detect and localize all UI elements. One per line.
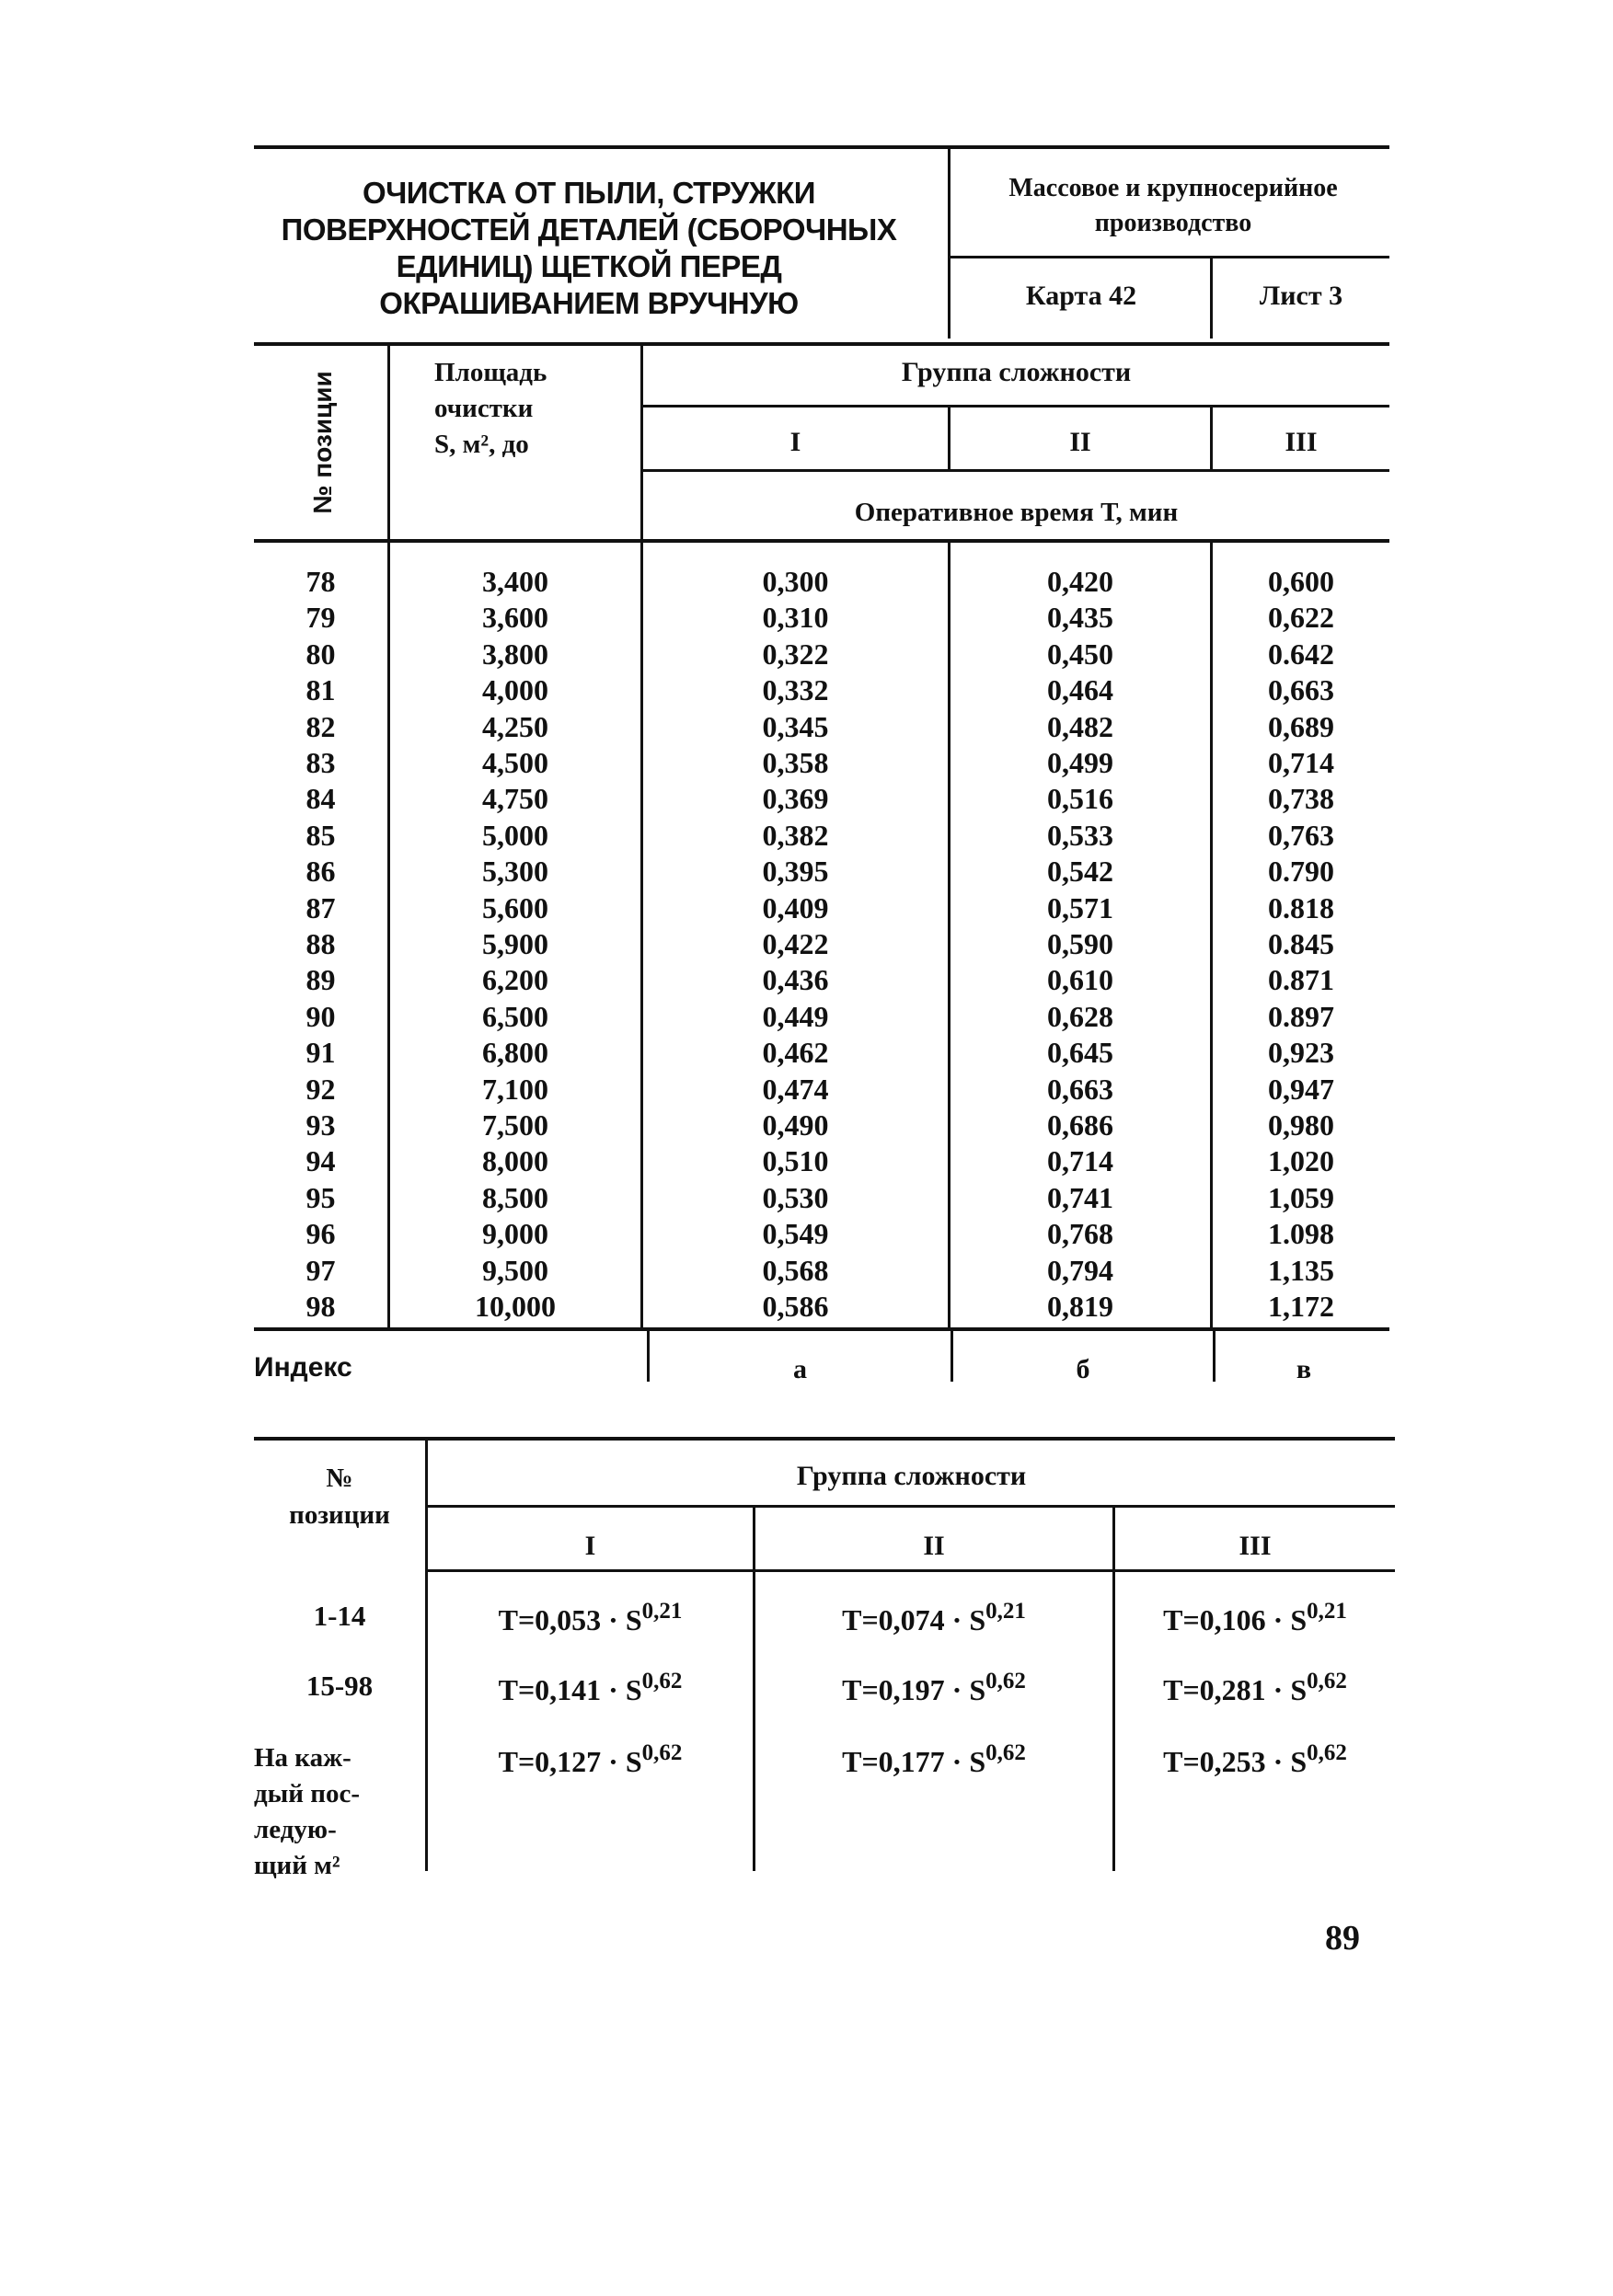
area-header xyxy=(390,355,640,463)
row-time: 0,645 xyxy=(1047,1036,1113,1070)
table1-top-rule xyxy=(254,342,1389,346)
table2-pos-1-14: 1-14 xyxy=(313,1600,366,1632)
row-position: 86 xyxy=(305,855,336,889)
row-time: 0,516 xyxy=(1047,782,1113,816)
header-mid-rule xyxy=(948,256,1389,258)
formula-exponent: 0,62 xyxy=(641,1669,683,1693)
row-position: 96 xyxy=(305,1217,336,1251)
row-area: 6,500 xyxy=(482,999,548,1033)
row-time: 0,420 xyxy=(1047,565,1113,598)
row-time: 0,738 xyxy=(1268,782,1334,816)
formula-cell xyxy=(428,1599,753,1637)
row-time: 0,571 xyxy=(1047,890,1113,924)
row-time: 0,542 xyxy=(1047,855,1113,889)
formula-cell xyxy=(428,1740,753,1779)
row-position: 79 xyxy=(305,601,336,635)
table-row xyxy=(254,1108,1389,1143)
table1-bottom-rule xyxy=(254,1327,1389,1331)
header-divider xyxy=(948,145,951,339)
row-time: 0,382 xyxy=(762,818,829,852)
row-time: 0,689 xyxy=(1268,709,1334,743)
table2-position-header xyxy=(254,1460,425,1533)
row-position: 78 xyxy=(305,565,336,598)
table-row xyxy=(254,1289,1389,1325)
table2-group-iii: III xyxy=(1239,1531,1272,1561)
row-area: 3,800 xyxy=(482,637,548,671)
top-rule xyxy=(254,145,1389,149)
title-line: ОКРАШИВАНИЕМ ВРУЧНУЮ xyxy=(379,286,799,320)
formula-base: Т=0,074 · S xyxy=(842,1603,986,1636)
row-time: 1,135 xyxy=(1268,1253,1334,1287)
row-area: 4,750 xyxy=(482,782,548,816)
title-line: ПОВЕРХНОСТЕЙ ДЕТАЛЕЙ (СБОРОЧНЫХ xyxy=(281,212,897,247)
table2-group-header: Группа сложности xyxy=(796,1461,1027,1491)
table-row xyxy=(254,564,1389,600)
row-area: 4,250 xyxy=(482,709,548,743)
row-position: 80 xyxy=(305,637,336,671)
row-time: 0,369 xyxy=(762,782,829,816)
row-time: 0,600 xyxy=(1268,565,1334,598)
formula-cell xyxy=(755,1669,1112,1707)
row-time: 0,714 xyxy=(1047,1144,1113,1178)
time-header: Оперативное время Т, мин xyxy=(854,498,1179,527)
table-row xyxy=(254,1180,1389,1216)
row-time: 0,450 xyxy=(1047,637,1113,671)
formula-exponent: 0,21 xyxy=(985,1599,1026,1624)
row-area: 8,000 xyxy=(482,1144,548,1178)
formula-cell xyxy=(755,1740,1112,1779)
row-area: 10,000 xyxy=(475,1290,556,1323)
formula-exponent: 0,21 xyxy=(1307,1599,1347,1624)
table-row xyxy=(254,600,1389,636)
row-time: 1,059 xyxy=(1268,1180,1334,1214)
row-position: 85 xyxy=(305,818,336,852)
page-number: 89 xyxy=(1325,1919,1360,1957)
row-time: 1,172 xyxy=(1268,1290,1334,1323)
table2-position-line: позиции xyxy=(289,1500,390,1530)
table2-group-i: I xyxy=(584,1531,596,1561)
row-position: 84 xyxy=(305,782,336,816)
group-iii-header: III xyxy=(1285,427,1318,457)
row-time: 0,310 xyxy=(762,601,829,635)
row-time: 0,794 xyxy=(1047,1253,1113,1287)
row-area: 9,000 xyxy=(482,1217,548,1251)
position-header-cell xyxy=(263,342,383,543)
row-time: 1.098 xyxy=(1268,1217,1334,1251)
row-time: 0,345 xyxy=(762,709,829,743)
formula-exponent: 0,21 xyxy=(641,1599,683,1624)
pos-each-line: щий м² xyxy=(254,1851,340,1880)
group-ii-header: II xyxy=(1069,427,1091,457)
table-row xyxy=(254,637,1389,672)
row-time: 1,020 xyxy=(1268,1144,1334,1178)
row-area: 3,600 xyxy=(482,601,548,635)
row-time: 0,622 xyxy=(1268,601,1334,635)
row-time: 0,763 xyxy=(1268,818,1334,852)
formula-cell xyxy=(1115,1599,1395,1637)
table1-body-rule xyxy=(254,539,1389,543)
table-row xyxy=(254,745,1389,781)
row-area: 3,400 xyxy=(482,565,548,598)
row-position: 89 xyxy=(305,963,336,997)
row-time: 0,530 xyxy=(762,1180,829,1214)
table2-group-ii: II xyxy=(923,1531,945,1561)
row-time: 0,499 xyxy=(1047,746,1113,779)
document-title xyxy=(276,175,902,322)
row-time: 0,533 xyxy=(1047,818,1113,852)
area-header-line: очистки xyxy=(434,394,534,423)
row-position: 82 xyxy=(305,709,336,743)
row-time: 0.642 xyxy=(1268,637,1334,671)
row-time: 0,923 xyxy=(1268,1036,1334,1070)
formula-exponent: 0,62 xyxy=(985,1740,1026,1765)
table-row xyxy=(254,1072,1389,1108)
sheet-number: Лист 3 xyxy=(1259,281,1343,311)
table-row xyxy=(254,999,1389,1035)
row-time: 0.790 xyxy=(1268,855,1334,889)
row-time: 0,549 xyxy=(762,1217,829,1251)
row-time: 0,474 xyxy=(762,1072,829,1106)
table2-position-line: № xyxy=(326,1464,353,1493)
row-time: 0,358 xyxy=(762,746,829,779)
index-b: б xyxy=(1076,1354,1090,1384)
formula-exponent: 0,62 xyxy=(1307,1740,1347,1765)
table2-group-rule xyxy=(428,1505,1395,1508)
row-area: 5,600 xyxy=(482,890,548,924)
row-time: 0.871 xyxy=(1268,963,1334,997)
row-area: 4,000 xyxy=(482,673,548,707)
table-row xyxy=(254,962,1389,998)
row-time: 0,590 xyxy=(1047,927,1113,960)
formula-base: Т=0,127 · S xyxy=(498,1745,642,1778)
title-line: ЕДИНИЦ) ЩЕТКОЙ ПЕРЕД xyxy=(396,249,782,283)
row-time: 0,586 xyxy=(762,1290,829,1323)
production-type xyxy=(957,171,1389,241)
row-area: 7,100 xyxy=(482,1072,548,1106)
area-header-line: S, м², до xyxy=(434,430,529,459)
row-area: 5,300 xyxy=(482,855,548,889)
area-header-line: Площадь xyxy=(434,358,547,387)
table-row xyxy=(254,1253,1389,1289)
table-row xyxy=(254,818,1389,854)
index-a: а xyxy=(793,1354,807,1384)
title-line: ОЧИСТКА ОТ ПЫЛИ, СТРУЖКИ xyxy=(362,176,816,210)
row-time: 0,980 xyxy=(1268,1108,1334,1142)
row-time: 0,568 xyxy=(762,1253,829,1287)
formula-base: Т=0,253 · S xyxy=(1163,1745,1308,1778)
row-position: 81 xyxy=(305,673,336,707)
row-position: 87 xyxy=(305,890,336,924)
formula-cell xyxy=(428,1669,753,1707)
row-time: 0,714 xyxy=(1268,746,1334,779)
table-row xyxy=(254,890,1389,926)
row-time: 0,436 xyxy=(762,963,829,997)
row-time: 0,947 xyxy=(1268,1072,1334,1106)
row-area: 9,500 xyxy=(482,1253,548,1287)
row-time: 0,409 xyxy=(762,890,829,924)
row-area: 6,200 xyxy=(482,963,548,997)
formula-exponent: 0,62 xyxy=(985,1669,1026,1693)
formula-base: Т=0,281 · S xyxy=(1163,1673,1308,1706)
table-row xyxy=(254,781,1389,817)
row-time: 0,490 xyxy=(762,1108,829,1142)
table-row xyxy=(254,672,1389,708)
formula-cell xyxy=(1115,1740,1395,1779)
table1-group-rule xyxy=(643,405,1389,408)
row-position: 97 xyxy=(305,1253,336,1287)
table-row xyxy=(254,1035,1389,1071)
formula-base: Т=0,106 · S xyxy=(1163,1603,1308,1636)
row-time: 0,322 xyxy=(762,637,829,671)
index-v: в xyxy=(1296,1354,1312,1384)
position-header: № позиции xyxy=(308,371,337,514)
formula-base: Т=0,177 · S xyxy=(842,1745,986,1778)
row-position: 92 xyxy=(305,1072,336,1106)
row-time: 0,686 xyxy=(1047,1108,1113,1142)
index-label: Индекс xyxy=(254,1352,352,1383)
table-row xyxy=(254,926,1389,962)
row-position: 94 xyxy=(305,1144,336,1178)
row-time: 0,422 xyxy=(762,927,829,960)
row-position: 95 xyxy=(305,1180,336,1214)
row-time: 0,300 xyxy=(762,565,829,598)
pos-each-line: На каж- xyxy=(254,1743,351,1773)
row-area: 5,900 xyxy=(482,927,548,960)
row-time: 0,395 xyxy=(762,855,829,889)
formula-exponent: 0,62 xyxy=(1307,1669,1347,1693)
table-row xyxy=(254,854,1389,890)
row-time: 0,768 xyxy=(1047,1217,1113,1251)
row-time: 0,628 xyxy=(1047,999,1113,1033)
formula-exponent: 0,62 xyxy=(641,1740,683,1765)
row-area: 5,000 xyxy=(482,818,548,852)
production-line: Массовое и крупносерийное xyxy=(1008,174,1338,202)
row-time: 0.818 xyxy=(1268,890,1334,924)
row-area: 6,800 xyxy=(482,1036,548,1070)
row-time: 0,435 xyxy=(1047,601,1113,635)
pos-each-line: ледую- xyxy=(254,1815,337,1844)
table2-pos-15-98: 15-98 xyxy=(305,1670,374,1702)
row-time: 0,510 xyxy=(762,1144,829,1178)
row-time: 0.897 xyxy=(1268,999,1334,1033)
row-position: 83 xyxy=(305,746,336,779)
formula-cell xyxy=(755,1599,1112,1637)
table-row xyxy=(254,1216,1389,1252)
row-position: 90 xyxy=(305,999,336,1033)
table2-body-rule xyxy=(428,1569,1395,1572)
table-row xyxy=(254,709,1389,745)
row-time: 0,741 xyxy=(1047,1180,1113,1214)
card-number: Карта 42 xyxy=(1025,281,1137,311)
row-time: 0,482 xyxy=(1047,709,1113,743)
group-header: Группа сложности xyxy=(901,357,1132,387)
production-line: производство xyxy=(1094,209,1252,237)
formula-base: Т=0,141 · S xyxy=(498,1673,642,1706)
row-time: 0,663 xyxy=(1047,1072,1113,1106)
table-row xyxy=(254,1143,1389,1179)
row-time: 0,610 xyxy=(1047,963,1113,997)
pos-each-line: дый пос- xyxy=(254,1779,361,1808)
row-area: 7,500 xyxy=(482,1108,548,1142)
table2-pos-each xyxy=(254,1740,425,1884)
row-time: 0.845 xyxy=(1268,927,1334,960)
formula-base: Т=0,197 · S xyxy=(842,1673,986,1706)
row-position: 91 xyxy=(305,1036,336,1070)
row-time: 0,819 xyxy=(1047,1290,1113,1323)
row-area: 4,500 xyxy=(482,746,548,779)
formula-cell xyxy=(1115,1669,1395,1707)
row-position: 98 xyxy=(305,1290,336,1323)
row-position: 93 xyxy=(305,1108,336,1142)
row-time: 0,332 xyxy=(762,673,829,707)
formula-base: Т=0,053 · S xyxy=(498,1603,642,1636)
row-time: 0,449 xyxy=(762,999,829,1033)
row-area: 8,500 xyxy=(482,1180,548,1214)
row-position: 88 xyxy=(305,927,336,960)
row-time: 0,464 xyxy=(1047,673,1113,707)
table1-time-rule xyxy=(643,469,1389,472)
row-time: 0,462 xyxy=(762,1036,829,1070)
row-time: 0,663 xyxy=(1268,673,1334,707)
group-i-header: I xyxy=(789,427,801,457)
